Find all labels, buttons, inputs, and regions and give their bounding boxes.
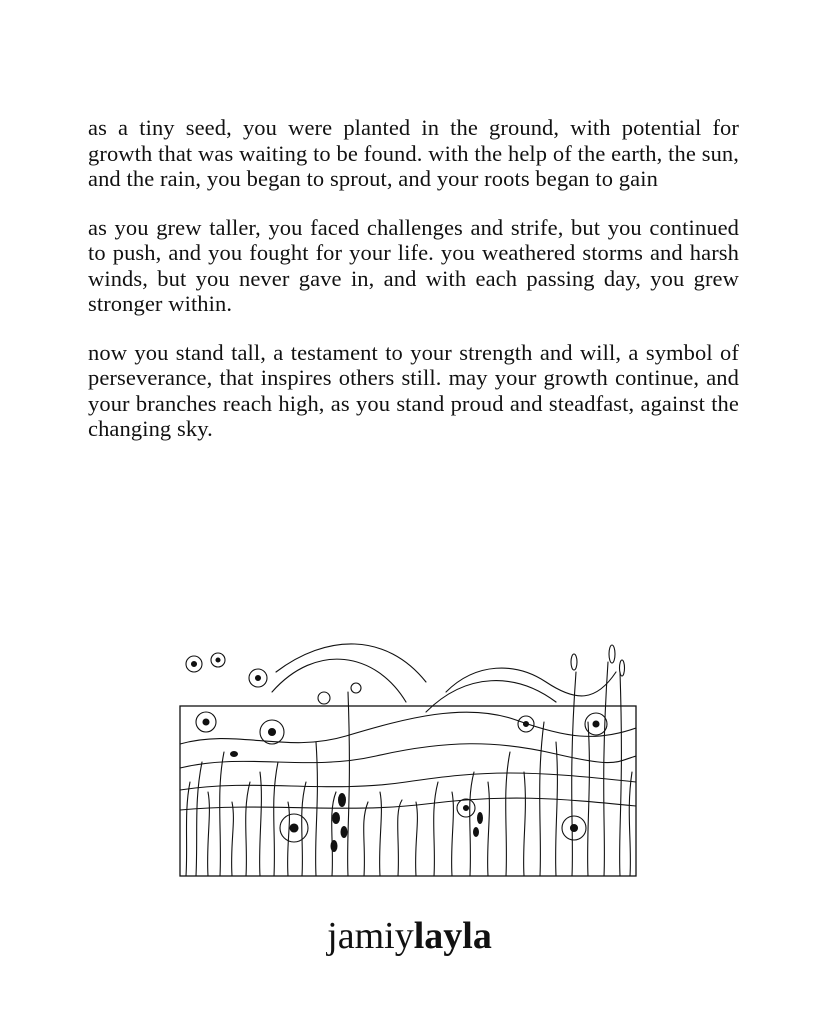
stanza-1: as a tiny seed, you were planted in the ground, with potential for growth that was waiting to be found. with the help of the earth, the sun, and the rain, you began to sprout, and your roots began to gain xyxy=(88,115,739,191)
signature-bold: layla xyxy=(413,915,492,957)
author-signature xyxy=(0,912,819,960)
signature-regular: jamiy xyxy=(327,915,414,957)
wildflower-field-illustration xyxy=(176,632,640,882)
stanza-3: now you stand tall, a testament to your strength and will, a symbol of perseverance, that inspires others still. may your growth continue, and your branches reach high, as you stand proud and steadfast, against the changing sky. xyxy=(88,339,739,441)
poem-body xyxy=(88,115,739,465)
stanza-2: as you grew taller, you faced challenges and strife, but you continued to push, and you fought for your life. you weathered storms and harsh winds, but you never gave in, and with each passing day, you grew stronger within. xyxy=(88,214,739,316)
